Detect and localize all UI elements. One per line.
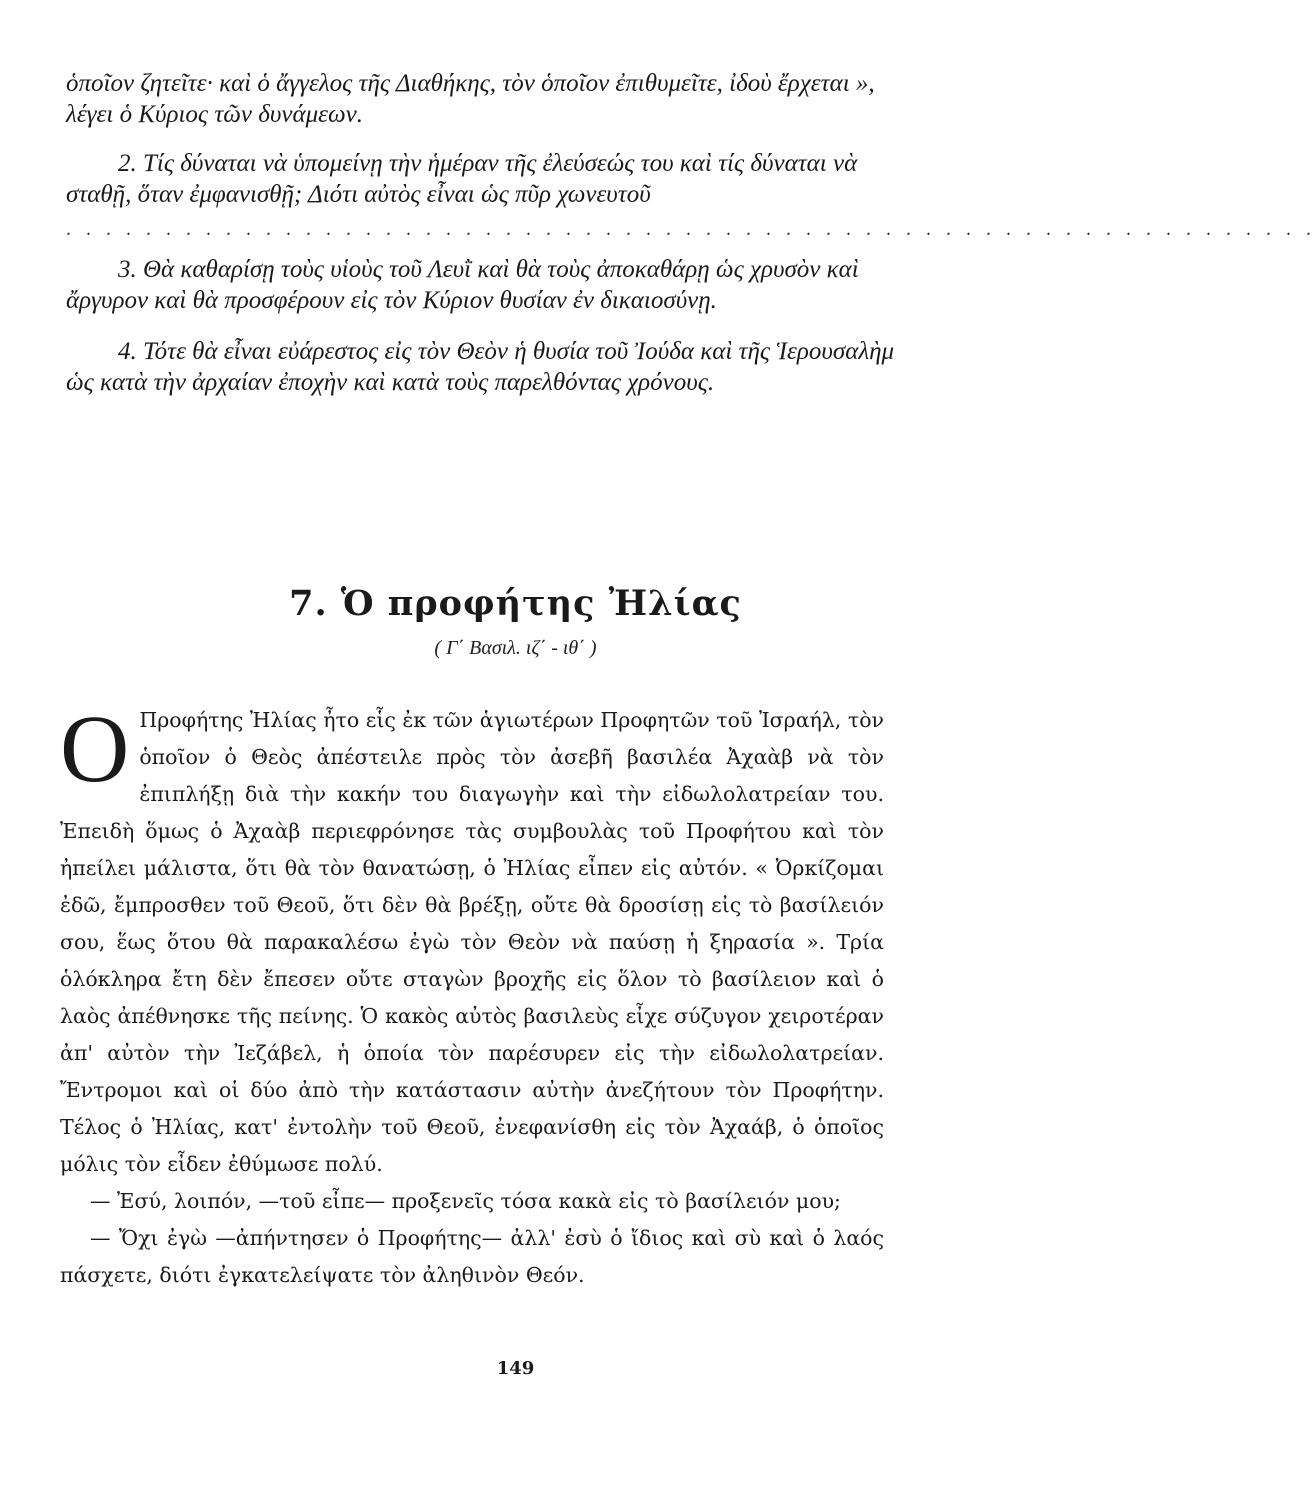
page-number: 149 xyxy=(496,1358,535,1379)
drop-cap: Ο xyxy=(60,695,130,802)
dialog-line-2: — Ὄχι ἐγὼ —ἀπήντησεν ὁ Προφήτης— ἀλλ' ἐσὺ ὁ ἴδιος καὶ σὺ καὶ ὁ λαός πάσχετε, διότι ἐγκατελείψατε τὸν ἀληθινὸν Θεόν. xyxy=(60,1226,884,1287)
intro-paragraph: ὁποῖον ζητεῖτε· καὶ ὁ ἄγγελος τῆς Διαθήκης, τὸν ὁποῖον ἐπιθυμεῖτε, ἰδοὺ ἔρχεται », λέγει ὁ Κύριος τῶν δυνάμεων. xyxy=(66,70,875,128)
dialog-line-1: — Ἐσύ, λοιπόν, —τοῦ εἶπε— προξενεῖς τόσα κακὰ εἰς τὸ βασίλειόν μου; xyxy=(90,1189,841,1213)
verse-3: 3. Θὰ καθαρίσῃ τοὺς υἱοὺς τοῦ Λευῒ καὶ θὰ τοὺς ἀποκαθάρῃ ὡς χρυσὸν καὶ ἄργυρον καὶ θὰ προσφέρουν εἰς τὸν Κύριον θυσίαν ἐν δικαιοσύνῃ. xyxy=(66,256,859,314)
main-paragraph xyxy=(60,695,884,1183)
section-title: 7. Ὁ προφήτης Ἠλίας xyxy=(289,583,742,624)
main-body xyxy=(60,695,884,1294)
verse-4: 4. Τότε θὰ εἶναι εὐάρεστος εἰς τὸν Θεὸν ἡ θυσία τοῦ Ἰούδα καὶ τῆς Ἱερουσαλὴμ ὡς κατὰ τὴν ἀρχαίαν ἐποχὴν καὶ κατὰ τοὺς παρελθόντας χρόνους. xyxy=(66,338,895,396)
ellipsis-divider: . . . . . . . . . . . . . . . . . . . . . . . . . . . . . . . . . . . . . . . . . . . . . . . . . . . . . . . . . . . . . . . xyxy=(66,218,1316,240)
section-reference: ( Γ΄ Βασιλ. ιζ΄ - ιθ΄ ) xyxy=(434,637,597,659)
malachi-excerpt xyxy=(66,68,1316,398)
main-paragraph-text: Προφήτης Ἠλίας ἦτο εἷς ἐκ τῶν ἁγιωτέρων Προφητῶν τοῦ Ἰσραήλ, τὸν ὁποῖον ὁ Θεὸς ἀπέστειλε πρὸς τὸν ἀσεβῆ βασιλέα Ἀχαὰβ νὰ τὸν ἐπιπλήξῃ διὰ τὴν κακήν του διαγωγὴν καὶ τὴν εἰδωλολατρείαν του. Ἐπειδὴ ὅμως ὁ Ἀχαὰβ περιεφρόνησε τὰς συμβουλὰς τοῦ Προφήτου καὶ τὸν ἠπείλει μάλιστα, ὅτι θὰ τὸν θανατώσῃ, ὁ Ἠλίας εἶπεν εἰς αὐτόν. « Ὀρκίζομαι ἐδῶ, ἔμπροσθεν τοῦ Θεοῦ, ὅτι δὲν θὰ βρέξῃ, οὔτε θὰ δροσίσῃ εἰς τὸ βασίλειόν σου, ἕως ὅτου θὰ παρακαλέσω ἐγὼ τὸν Θεὸν νὰ παύσῃ ἡ ξηρασία ». Τρία ὁλόκληρα ἔτη δὲν ἔπεσεν οὔτε σταγὼν βροχῆς εἰς ὅλον τὸ βασίλειον καὶ ὁ λαὸς ἀπέθνησκε τῆς πείνης. Ὁ κακὸς αὐτὸς βασιλεὺς εἶχε σύζυγον χειροτέραν ἀπ' αὐτὸν τὴν Ἰεζάβελ, ἡ ὁποία τὸν παρέσυρεν εἰς τὴν εἰδωλολατρείαν. Ἔντρομοι καὶ οἱ δύο ἀπὸ τὴν κατάστασιν αὐτὴν ἀνεζήτουν τὸν Προφήτην. Τέλος ὁ Ἠλίας, κατ' ἐντολὴν τοῦ Θεοῦ, ἐνεφανίσθη εἰς τὸν Ἀχαάβ, ὁ ὁποῖος μόλις τὸν εἶδεν ἐθύμωσε πολύ. xyxy=(60,708,884,1176)
verse-2: 2. Τίς δύναται νὰ ὑπομείνῃ τὴν ἡμέραν τῆς ἐλεύσεώς του καὶ τίς δύναται νὰ σταθῇ, ὅταν ἐμφανισθῇ; Διότι αὐτὸς εἶναι ὡς πῦρ χωνευτοῦ xyxy=(66,150,858,208)
